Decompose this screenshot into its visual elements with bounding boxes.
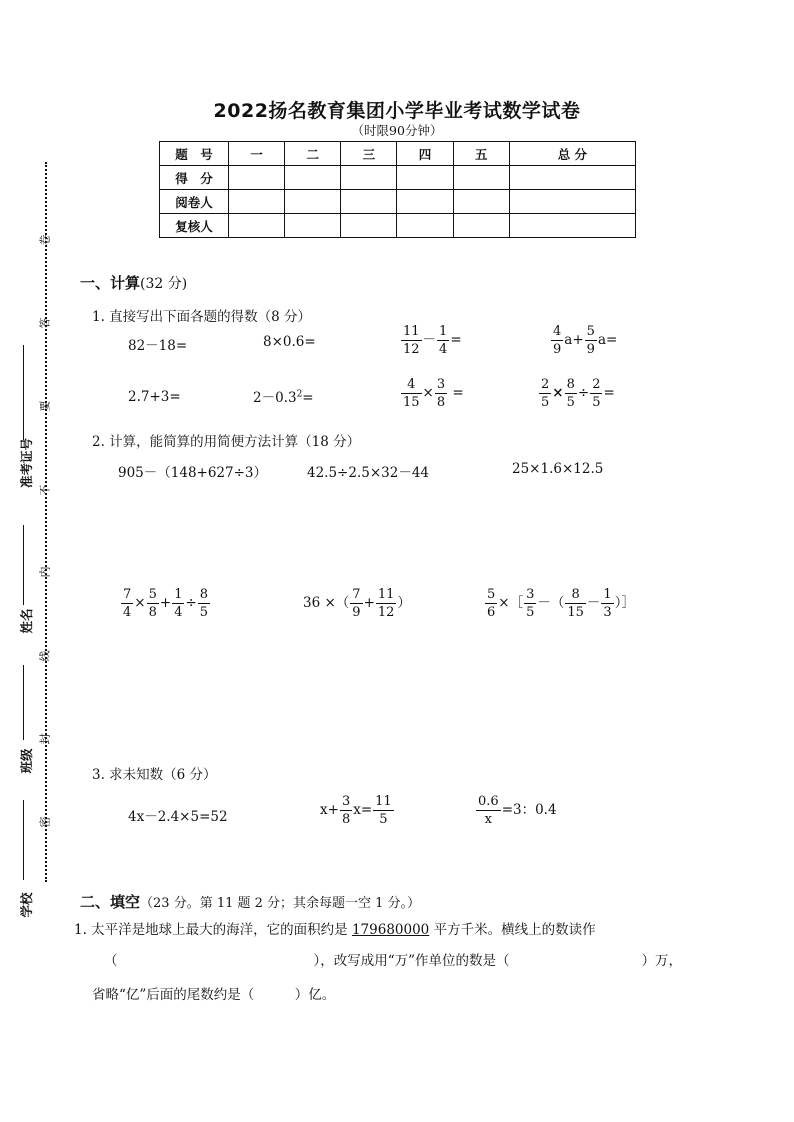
fill-question-line — [74, 918, 596, 938]
grader-cell[interactable] — [285, 190, 341, 214]
expression-fraction: x+ $\frac{3}{8}$ x= $\frac{11}{5}$ — [320, 794, 392, 827]
expression-fraction: $\frac{4}{15}$ × $\frac{3}{8}$ = — [403, 377, 464, 410]
fraction: $\frac{11}{12}$ — [377, 587, 395, 620]
reviewer-cell[interactable] — [509, 214, 635, 238]
expression-fraction: $\frac{5}{6}$ ×［ $\frac{3}{5}$ －（ $\frac{8}{15}$ － $\frac{1}{3}$ ）］ — [487, 587, 635, 620]
grader-cell[interactable] — [509, 190, 635, 214]
reviewer-cell[interactable] — [229, 214, 285, 238]
question-text: 平方千米。横线上的数读作 — [433, 922, 596, 938]
expression: 82－18= — [128, 338, 188, 354]
score-cell[interactable] — [285, 166, 341, 190]
fraction: $\frac{11}{5}$ — [375, 794, 392, 827]
fill-question-line — [104, 949, 682, 969]
fraction: $\frac{7}{9}$ — [352, 587, 361, 620]
score-cell[interactable] — [397, 166, 453, 190]
reviewer-cell[interactable] — [453, 214, 509, 238]
fraction: $\frac{8}{15}$ — [567, 587, 584, 620]
row-label: 阅卷人 — [160, 190, 229, 214]
question-text: 1. 太平洋是地球上最大的海洋，它的面积约是 — [74, 922, 348, 938]
reviewer-cell[interactable] — [341, 214, 397, 238]
fraction: $\frac{8}{5}$ — [566, 377, 575, 410]
header-cell: 一 — [229, 142, 285, 166]
expression — [253, 386, 314, 406]
expression: 8×0.6= — [263, 334, 316, 350]
score-table — [159, 141, 636, 238]
page-title: 2022扬名教育集团小学毕业考试数学试卷 — [213, 100, 581, 122]
row-label: 复核人 — [160, 214, 229, 238]
header-cell: 题 号 — [160, 142, 229, 166]
id-number-label: 准考证号 — [19, 438, 34, 489]
header-cell: 五 — [453, 142, 509, 166]
fraction: $\frac{1}{4}$ — [174, 587, 183, 620]
grader-cell[interactable] — [229, 190, 285, 214]
fraction: $\frac{2}{5}$ — [541, 377, 550, 410]
section-points: (32 分) — [140, 276, 188, 292]
fraction: $\frac{5}{8}$ — [148, 587, 157, 620]
fraction: $\frac{4}{9}$ — [553, 324, 562, 357]
class-label: 班级 — [19, 748, 34, 774]
blank-open: （ — [104, 953, 118, 969]
expression-fraction: $\frac{4}{9}$ a+ $\frac{5}{9}$ a= — [553, 324, 618, 357]
reviewer-row — [160, 214, 636, 238]
seal-char: 答 — [38, 317, 52, 329]
question-text: ），改写成用“万”作单位的数是（ — [313, 953, 510, 969]
fraction: $\frac{3}{8}$ — [436, 377, 446, 410]
question-label: 3. 求未知数（6 分） — [92, 767, 217, 783]
seal-char: 线 — [38, 650, 52, 662]
time-limit: （时限90分钟） — [351, 123, 443, 138]
expression: 42.5÷2.5×32－44 — [307, 465, 430, 481]
id-number-line[interactable] — [23, 345, 24, 440]
fraction: $\frac{8}{5}$ — [199, 587, 209, 620]
section-heading — [80, 272, 187, 293]
fraction: $\frac{1}{4}$ — [439, 324, 448, 357]
fraction: $\frac{3}{8}$ — [341, 794, 351, 827]
section-heading — [80, 891, 420, 912]
fraction: $\frac{11}{12}$ — [403, 324, 420, 357]
section-points: （23 分。第 11 题 2 分；其余每题一空 1 分。） — [140, 896, 421, 911]
seal-dotted-line — [45, 162, 47, 882]
grader-cell[interactable] — [397, 190, 453, 214]
school-line[interactable] — [23, 800, 24, 880]
score-cell[interactable] — [453, 166, 509, 190]
fraction: $\frac{7}{4}$ — [123, 587, 132, 620]
row-label: 得 分 — [160, 166, 229, 190]
expression-fraction: $\frac{0.6}{x}$ =3：0.4 — [478, 794, 557, 827]
expression-fraction: $\frac{2}{5}$ × $\frac{8}{5}$ ÷ $\frac{2}{5}$ = — [541, 377, 615, 410]
score-cell[interactable] — [341, 166, 397, 190]
seal-char: 密 — [38, 816, 52, 828]
seal-char: 内 — [38, 566, 52, 578]
seal-char: 卷 — [38, 234, 52, 246]
expression: 25×1.6×12.5 — [512, 461, 604, 477]
seal-char: 要 — [38, 400, 52, 412]
fraction: $\frac{5}{6}$ — [487, 587, 496, 620]
fraction: $\frac{0.6}{x}$ — [478, 794, 499, 827]
class-line[interactable] — [23, 665, 24, 740]
fill-question-line: 省略“亿”后面的尾数约是（ ）亿。 — [92, 987, 336, 1003]
grader-cell[interactable] — [453, 190, 509, 214]
area-number: 179680000 — [351, 922, 430, 938]
score-cell[interactable] — [229, 166, 285, 190]
expression-base: 2－0.3 — [253, 390, 297, 406]
seal-char: 不 — [38, 484, 52, 496]
fraction: $\frac{3}{5}$ — [526, 587, 535, 620]
fraction: $\frac{1}{3}$ — [603, 587, 612, 620]
header-cell: 三 — [341, 142, 397, 166]
question-label: 1. 直接写出下面各题的得数（8 分） — [92, 309, 312, 325]
reviewer-cell[interactable] — [285, 214, 341, 238]
question-text: ）万， — [641, 953, 683, 969]
section-title: 二、填空 — [80, 893, 141, 911]
seal-char: 封 — [38, 733, 52, 745]
fraction: $\frac{2}{5}$ — [592, 377, 601, 410]
expression-fraction: 36 ×（ $\frac{7}{9}$ + $\frac{11}{12}$ ） — [303, 587, 411, 620]
equals: = — [302, 390, 314, 406]
expression-fraction: $\frac{7}{4}$ × $\frac{5}{8}$ + $\frac{1}{4}$ ÷ $\frac{8}{5}$ — [123, 587, 209, 620]
grader-cell[interactable] — [341, 190, 397, 214]
fraction: $\frac{4}{15}$ — [403, 377, 420, 410]
reviewer-cell[interactable] — [397, 214, 453, 238]
grader-row — [160, 190, 636, 214]
expression: 2.7+3= — [128, 389, 181, 405]
score-table-header-row — [160, 142, 636, 166]
expression-fraction: $\frac{11}{12}$ － $\frac{1}{4}$ = — [403, 324, 462, 357]
exponent: 2 — [296, 389, 303, 400]
question-label: 2. 计算，能简算的用简便方法计算（18 分） — [92, 434, 361, 450]
header-cell: 四 — [397, 142, 453, 166]
fraction: $\frac{5}{9}$ — [586, 324, 595, 357]
section-title: 一、计算 — [80, 274, 141, 292]
expression: 905－（148+627÷3） — [118, 465, 268, 481]
expression: 4x－2.4×5=52 — [128, 809, 228, 825]
school-label: 学校 — [19, 892, 34, 918]
score-cell[interactable] — [509, 166, 635, 190]
header-cell: 总 分 — [509, 142, 635, 166]
score-row — [160, 166, 636, 190]
name-label: 姓名 — [19, 608, 34, 634]
header-cell: 二 — [285, 142, 341, 166]
